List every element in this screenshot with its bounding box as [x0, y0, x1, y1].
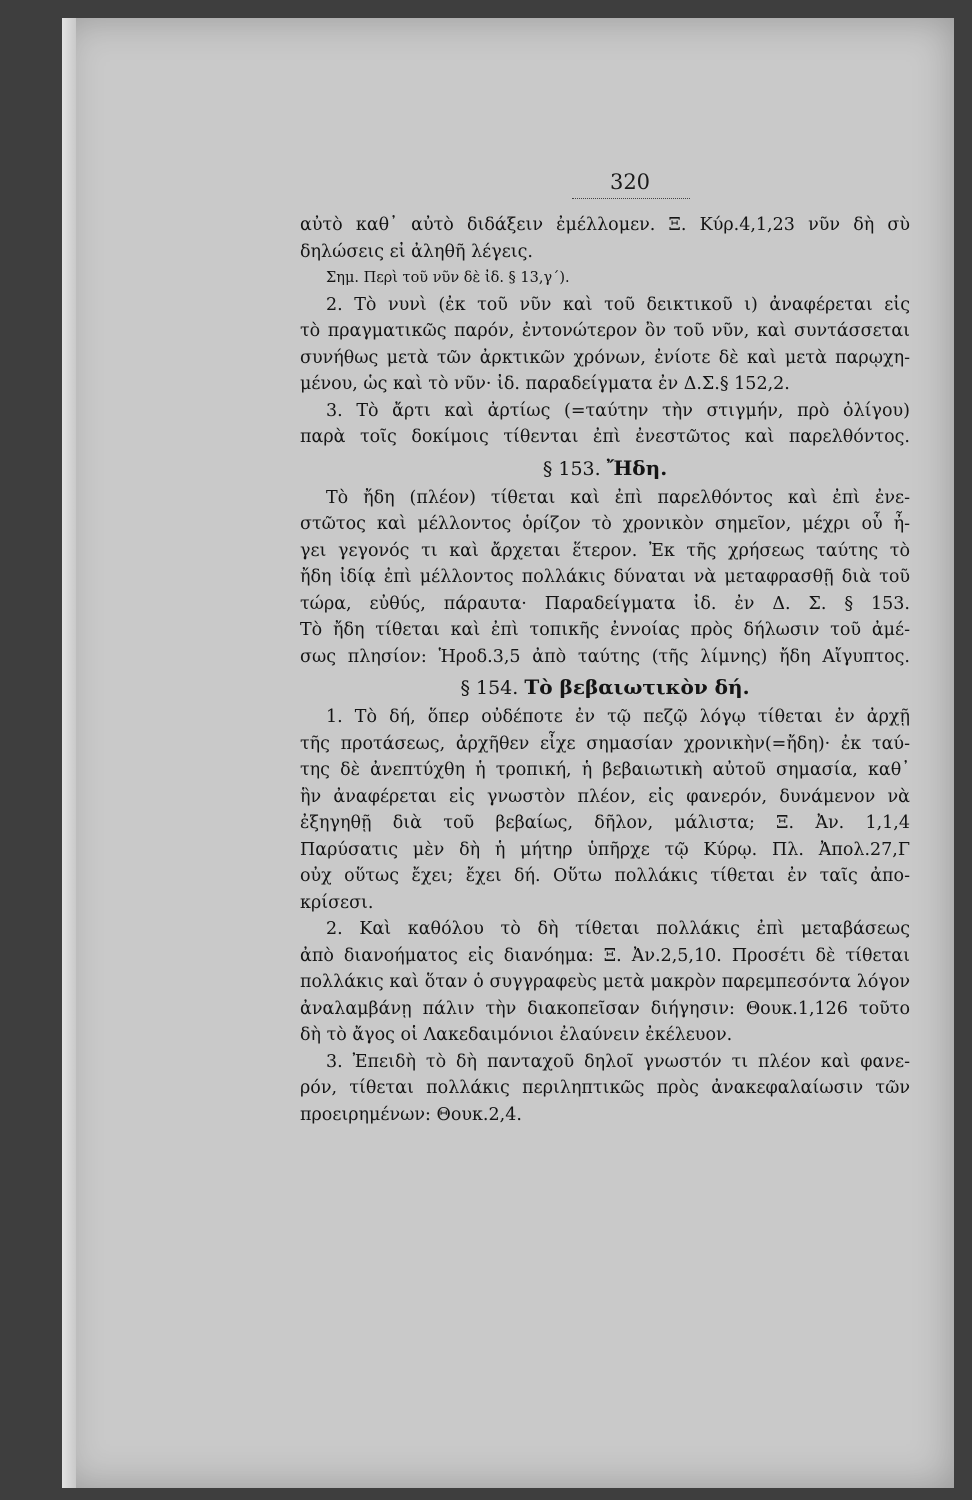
section-title: Τὸ βεβαιωτικὸν δή. [524, 675, 750, 699]
text-line: Τὸ ἤδη τίθεται καὶ ἐπὶ τοπικῆς ἐννοίας πρὸς δήλωσιν τοῦ ἀμέ- [300, 620, 910, 640]
text-line: ἐξηγηθῇ διὰ τοῦ βεβαίως, δῆλον, μάλιστα; Ξ. Ἀν. 1,1,4 [300, 813, 910, 833]
text-line: 2. Καὶ καθόλου τὸ δὴ τίθεται πολλάκις ἐπὶ μεταβάσεως [326, 919, 910, 939]
text-line: ρόν, τίθεται πολλάκις περιληπτικῶς πρὸς ἀνακεφαλαίωσιν τῶν [300, 1078, 910, 1098]
text-line: παρὰ τοῖς δοκίμοις τίθενται ἐπὶ ἐνεστῶτος καὶ παρελθόντος. [300, 427, 910, 447]
text-line: ἤδη ἰδίᾳ ἐπὶ μέλλοντος πολλάκις δύναται νὰ μεταφρασθῇ διὰ τοῦ [300, 567, 910, 587]
text-line: ἀπὸ διανοήματος εἰς διανόημα: Ξ. Ἀν.2,5,10. Προσέτι δὲ τίθεται [300, 945, 910, 966]
page-number: 320 [609, 170, 651, 194]
text-line: σως πλησίον: Ἡροδ.3,5 ἀπὸ ταύτης (τῆς λίμνης) ἤδη Αἴγυπτος. [300, 646, 910, 667]
text-line: 1. Τὸ δή, ὅπερ οὐδέποτε ἐν τῷ πεζῷ λόγῳ τίθεται ἐν ἀρχῇ [326, 707, 910, 727]
section-heading [300, 451, 910, 485]
text-line: μένου, ὡς καὶ τὸ νῦν· ἰδ. παραδείγματα ἐν Δ.Σ.§ 152,2. [300, 374, 790, 394]
text-line: προειρημένων: Θουκ.2,4. [300, 1104, 522, 1125]
text-line: 2. Τὸ νυνὶ (ἐκ τοῦ νῦν καὶ τοῦ δεικτικοῦ ι) ἀναφέρεται εἰς [326, 294, 910, 315]
text-line: ἀναλαμβάνῃ πάλιν τὴν διακοπεῖσαν διήγησιν: Θουκ.1,126 τοῦτο [300, 998, 910, 1019]
text-line: ἣν ἀναφέρεται εἰς γνωστὸν πλέον, εἰς φανερόν, δυνάμενον νὰ [300, 786, 910, 807]
text-line: τῆς προτάσεως, ἀρχῆθεν εἶχε σημασίαν χρονικὴν(=ἤδη)· ἐκ ταύ- [300, 733, 910, 754]
section-title: Ἤδη. [606, 455, 668, 480]
text-line: 3. Τὸ ἄρτι καὶ ἀρτίως (=ταύτην τὴν στιγμήν, πρὸ ὀλίγου) [326, 400, 910, 421]
text-line: τὸ πραγματικῶς παρόν, ἐντονώτερον ὂν τοῦ νῦν, καὶ συντάσσεται [300, 321, 910, 341]
text-line: Παρύσατις μὲν δὴ ἡ μήτηρ ὑπῆρχε τῷ Κύρῳ. Πλ. Ἀπολ.27,Γ [300, 839, 910, 860]
text-line: δηλώσεις εἰ ἀληθῆ λέγεις. [300, 241, 533, 262]
text-line: 3. Ἐπειδὴ τὸ δὴ πανταχοῦ δηλοῖ γνωστόν τι πλέον καὶ φανε- [326, 1051, 910, 1072]
text-body [300, 212, 910, 1128]
text-line: στῶτος καὶ μέλλοντος ὁρίζον τὸ χρονικὸν σημεῖον, μέχρι οὗ ἦ- [300, 514, 910, 534]
text-line: πολλάκις καὶ ὅταν ὁ συγγραφεὺς μετὰ μακρὸν παρεμπεσόντα λόγον [300, 972, 910, 992]
text-line: αὐτὸ καθ᾽ αὐτὸ διδάξειν ἐμέλλομεν. Ξ. Κύρ.4,1,23 νῦν δὴ σὺ [300, 215, 910, 235]
text-line: δὴ τὸ ἄγος οἱ Λακεδαιμόνιοι ἐλαύνειν ἐκέλευον. [300, 1025, 733, 1045]
page-edge [62, 18, 76, 1488]
section-number: § 154. [460, 677, 525, 699]
text-line: της δὲ ἀνεπτύχθη ἡ τροπική, ἡ βεβαιωτικὴ αὐτοῦ σημασία, καθ᾽ [300, 760, 910, 780]
page-number-rule [572, 198, 690, 199]
text-line: κρίσεσι. [300, 892, 374, 913]
section-heading [300, 670, 910, 704]
text-line: οὐχ οὕτως ἔχει; ἔχει δή. Οὕτω πολλάκις τίθεται ἐν ταῖς ἀπο- [300, 866, 910, 886]
section-number: § 153. [542, 457, 607, 480]
text-line: συνήθως μετὰ τῶν ἀρκτικῶν χρόνων, ἐνίοτε δὲ καὶ μετὰ παρῳχη- [300, 347, 910, 368]
text-line: Τὸ ἤδη (πλέον) τίθεται καὶ ἐπὶ παρελθόντος καὶ ἐπὶ ἐνε- [326, 487, 910, 508]
text-line: τώρα, εὐθύς, πάραυτα· Παραδείγματα ἰδ. ἐν Δ. Σ. § 153. [300, 593, 910, 614]
text-line: γει γεγονός τι καὶ ἄρχεται ἕτερον. Ἐκ τῆς χρήσεως ταύτης τὸ [300, 540, 910, 561]
note-line: Σημ. Περὶ τοῦ νῦν δὲ ἰδ. § 13,γ΄). [326, 270, 570, 286]
